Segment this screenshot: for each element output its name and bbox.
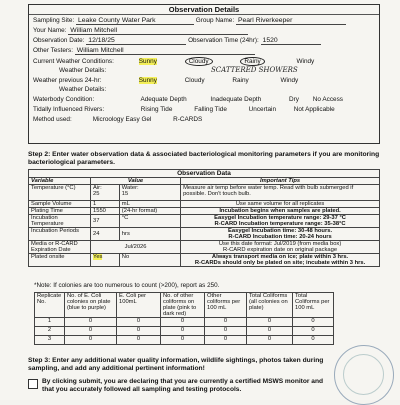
other-count-cell[interactable]: 0 <box>161 336 205 345</box>
plating-time-unit: (24-hr format) <box>119 208 180 215</box>
date-label: Observation Date: <box>33 37 85 44</box>
incubation-temp-tip-rcard: R-CARD Incubation temperature range: 35-38°C <box>214 221 346 227</box>
rcards-option[interactable]: R-CARDS <box>173 116 203 123</box>
rising-tide-option[interactable]: Rising Tide <box>140 106 173 113</box>
prev-sunny-option[interactable]: Sunny <box>138 77 157 84</box>
bacteria-counts-table <box>34 292 334 345</box>
weather-rainy-option[interactable]: Rainy <box>240 57 264 66</box>
plating-time-tip: Incubation begins when samples are plated. <box>181 208 380 215</box>
prev-weather-details-label: Weather Details: <box>59 86 107 93</box>
tntc-note: *Note: If colonies are too numerous to count (>200), report as 250. <box>34 282 220 289</box>
not-applicable-option[interactable]: Not Applicable <box>293 106 335 113</box>
certification-checkbox[interactable] <box>28 379 38 389</box>
col-tips: Important Tips <box>181 178 380 185</box>
media-tip-format: Use this date format: Jul/2019 (from media box) <box>218 241 342 247</box>
col-total-per-100ml: Total Coliforms per 100 mL <box>293 293 334 318</box>
date-field[interactable]: 12/18/25 <box>86 37 186 45</box>
weather-cloudy-option[interactable]: Cloudy <box>185 57 213 66</box>
col-value: Value <box>91 178 181 185</box>
volume-tip: Use same volume for all replicates <box>181 201 380 208</box>
plated-no-option[interactable]: No <box>119 254 180 267</box>
tidal-label: Tidally Influenced Rivers: <box>33 106 105 113</box>
air-temp-field[interactable]: 25 <box>93 191 100 197</box>
plating-time-field[interactable]: 1550 <box>91 208 120 215</box>
method-label: Method used: <box>33 116 72 123</box>
incubation-temp-unit: °C <box>119 215 180 228</box>
time-label: Observation Time (24hr): <box>188 37 259 44</box>
incubation-temp-field[interactable]: 37 <box>91 215 120 228</box>
step3-instructions: Step 3: Enter any additional water quality information, wildlife sightings, photos taken during sampling, and add any additional pertinent information! <box>28 357 324 372</box>
prev-weather-label: Weather previous 24-hr: <box>33 77 102 84</box>
group-field[interactable]: Pearl Riverkeeper <box>236 17 346 25</box>
testers-label: Other Testers: <box>33 47 74 54</box>
volume-unit: mL <box>119 201 180 208</box>
plated-tip-transport: Always transport media on ice; plate within 3 hrs. <box>211 254 349 260</box>
prev-cloudy-option[interactable]: Cloudy <box>184 77 205 84</box>
plated-onsite-label: Plated onsite <box>29 254 91 267</box>
media-expiration-label: Media or R-CARD Expiration Date <box>29 241 91 254</box>
incubation-period-unit: hrs <box>119 228 180 241</box>
ecoli-count-cell[interactable]: 0 <box>65 318 117 327</box>
volume-field[interactable]: 1 <box>91 201 120 208</box>
incubation-temp-tip-easygel: Easygel Incubation temperature range: 29-37 °C <box>214 215 346 221</box>
incubation-temp-label: Incubation Temperature <box>29 215 91 228</box>
col-replicate: Replicate No. <box>35 293 65 318</box>
step2-instructions: Step 2: Enter water observation data & associated bacteriological monitoring parameters if you are monitoring bacteriological parameters. <box>28 151 380 166</box>
certification-statement: By clicking submit, you are declaring that you are currently a certified MSWS monitor and that you accurately followed all sampling and testing protocols. <box>42 378 324 393</box>
weather-windy-option[interactable]: Windy <box>296 58 315 65</box>
condition-label: Waterbody Condition: <box>33 96 95 103</box>
ecoli-per-100-cell[interactable]: 0 <box>117 318 161 327</box>
site-label: Sampling Site: <box>33 17 75 24</box>
site-field[interactable]: Leake County Water Park <box>76 17 194 25</box>
incubation-period-tip-rcard: R-CARD Incubation time: 20-24 hours <box>228 234 332 240</box>
table-row <box>35 336 334 345</box>
col-variable: Variable <box>29 178 91 185</box>
observation-details-title: Observation Details <box>29 5 379 15</box>
handwritten-weather-note: SCATTERED SHOWERS <box>211 66 298 74</box>
col-ecoli-per-100ml: E. Coli per 100mL <box>117 293 161 318</box>
adequate-depth-option[interactable]: Adequate Depth <box>140 96 187 103</box>
easygel-option[interactable]: Microology Easy Gel <box>92 116 152 123</box>
incubation-period-label: Incubation Periods <box>29 228 91 241</box>
incubation-period-field[interactable]: 24 <box>91 228 120 241</box>
uncertain-option[interactable]: Uncertain <box>248 106 277 113</box>
name-field[interactable]: William Mitchell <box>68 27 248 35</box>
temp-label: Temperature (°C) <box>29 185 91 201</box>
volume-label: Sample Volume <box>29 201 91 208</box>
replicate-number: 1 <box>35 318 65 327</box>
plating-time-label: Plating Time <box>29 208 91 215</box>
table-row <box>35 318 334 327</box>
col-ecoli-colonies: No. of E. Coli colonies on plate (blue to purple) <box>65 293 117 318</box>
temp-tip: Measure air temp before water temp. Read with bulb submerged if possible. Don't touch bulb. <box>181 185 380 201</box>
plated-tip-rcard: R-CARDs should only be plated on site; incubate within 3 hrs. <box>194 260 366 266</box>
ecoli-per-100-cell[interactable]: 0 <box>117 327 161 336</box>
total-count-cell[interactable]: 0 <box>247 318 293 327</box>
col-total-colonies: Total Coliforms (all colonies on plate) <box>247 293 293 318</box>
dry-option[interactable]: Dry <box>289 96 299 103</box>
incubation-period-tip-easygel: Easygel Incubation time: 30-48 hours. <box>228 228 333 234</box>
water-label: Water: <box>121 185 139 191</box>
observation-data-title: Observation Data <box>29 170 380 178</box>
time-field[interactable]: 1520 <box>261 37 321 45</box>
falling-tide-option[interactable]: Falling Tide <box>194 106 227 113</box>
name-label: Your Name: <box>33 27 67 34</box>
air-label: Air: <box>93 185 102 191</box>
total-per-100-cell[interactable]: 0 <box>293 327 334 336</box>
replicate-number: 3 <box>35 336 65 345</box>
no-access-option[interactable]: No Access <box>312 96 343 103</box>
total-per-100-cell[interactable]: 0 <box>293 336 334 345</box>
water-temp-field[interactable]: 15 <box>121 191 129 197</box>
other-per-100-cell[interactable]: 0 <box>205 318 247 327</box>
official-seal-icon <box>334 345 394 405</box>
ecoli-count-cell[interactable]: 0 <box>65 336 117 345</box>
other-count-cell[interactable]: 0 <box>161 327 205 336</box>
weather-sunny-option[interactable]: Sunny <box>138 58 157 65</box>
col-other-colonies: No. of other coliforms on plate (pink to dark red) <box>161 293 205 318</box>
inadequate-depth-option[interactable]: Inadequate Depth <box>210 96 262 103</box>
other-per-100-cell[interactable]: 0 <box>205 327 247 336</box>
weather-details-label: Weather Details: <box>59 67 107 74</box>
seal-inner-ring <box>343 354 384 395</box>
media-expiration-field[interactable]: Jul/2026 <box>91 241 181 254</box>
other-per-100-cell[interactable]: 0 <box>205 336 247 345</box>
ecoli-count-cell[interactable]: 0 <box>65 327 117 336</box>
table-row <box>35 327 334 336</box>
ecoli-per-100-cell[interactable]: 0 <box>117 336 161 345</box>
other-count-cell[interactable]: 0 <box>161 318 205 327</box>
total-count-cell[interactable]: 0 <box>247 336 293 345</box>
replicate-number: 2 <box>35 327 65 336</box>
prev-rainy-option[interactable]: Rainy <box>232 77 249 84</box>
total-per-100-cell[interactable]: 0 <box>293 318 334 327</box>
group-label: Group Name: <box>195 17 235 24</box>
total-count-cell[interactable]: 0 <box>247 327 293 336</box>
col-other-per-100ml: Other coliforms per 100 mL <box>205 293 247 318</box>
media-tip-rcard: R-CARD expiration date on original package <box>223 247 338 253</box>
prev-windy-option[interactable]: Windy <box>280 77 299 84</box>
observation-data-table <box>28 169 380 267</box>
testers-field[interactable]: William Mitchell <box>75 47 255 55</box>
observation-details-box <box>28 4 380 144</box>
weather-label: Current Weather Conditions: <box>33 58 114 65</box>
plated-yes-option[interactable]: Yes <box>93 254 103 260</box>
